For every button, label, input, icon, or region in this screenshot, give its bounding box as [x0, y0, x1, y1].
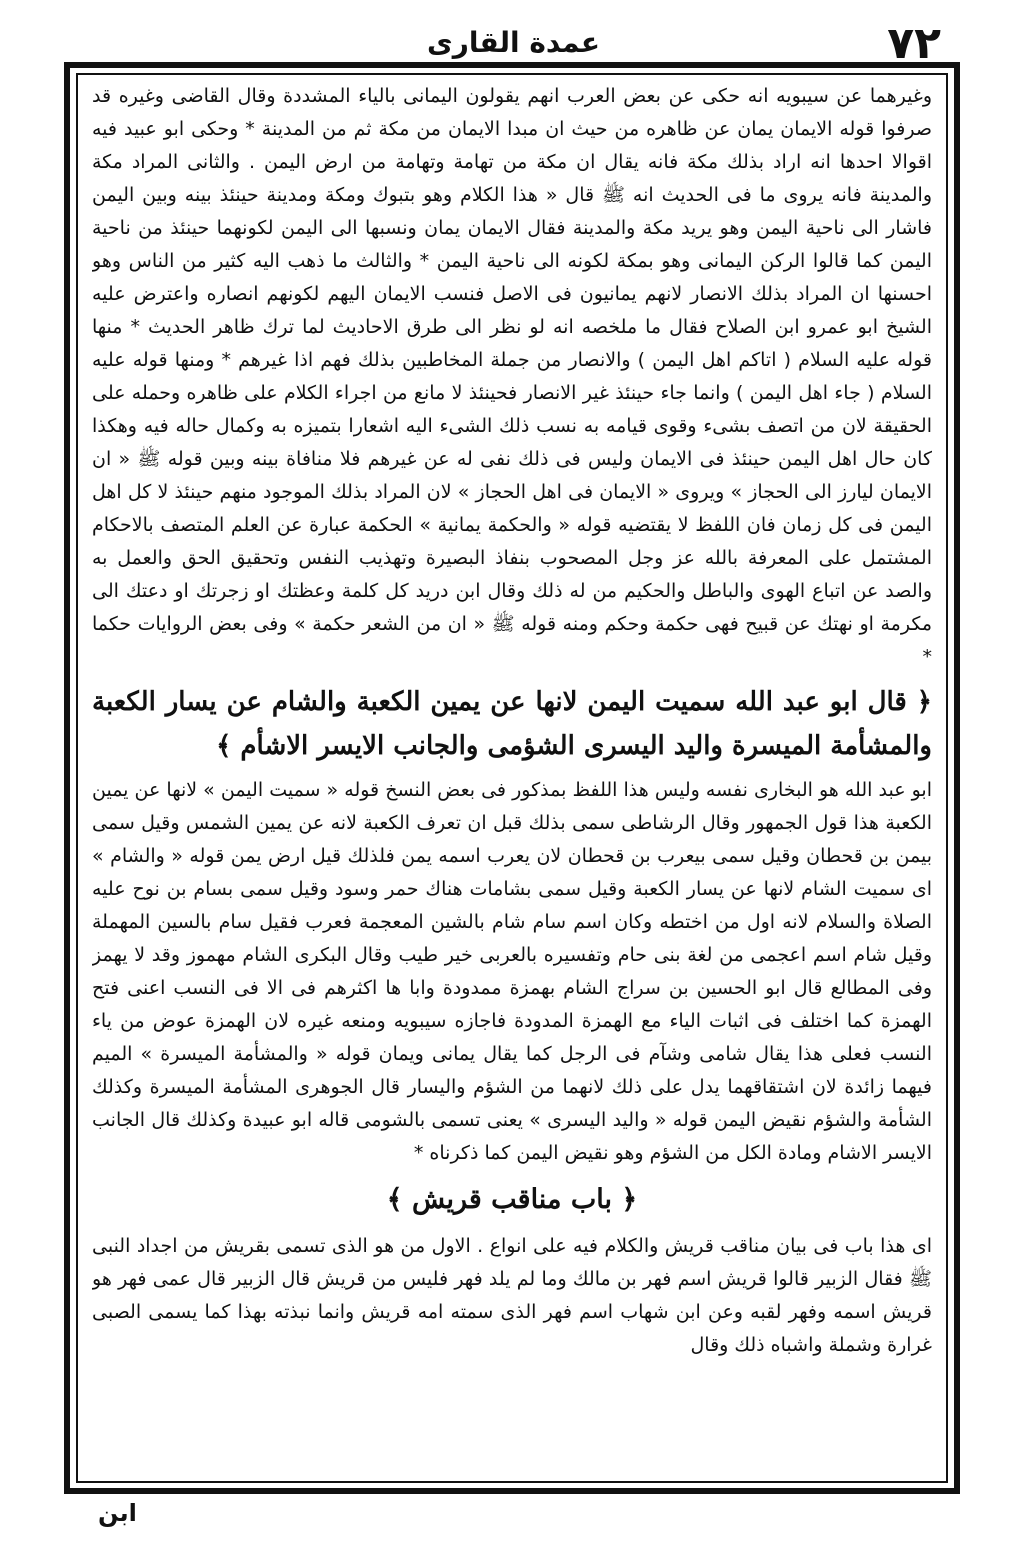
text-block — [92, 80, 932, 1476]
section-heading: ﴿ باب مناقب قریش ﴾ — [386, 1184, 638, 1215]
commentary-paragraph-2: ابو عبد الله هو البخاری نفسه ولیس هذا اللفظ بمذکور فی بعض النسخ قوله « سمیت الیمن » لانها عن یمین الکعبة هذا قول الجمهور وقال الرشاطی سمی بذلك قبل ان تعرف الکعبة لانه عن یمین الشمس وقیل سمی بیمن بن قحطان وقیل سمی بیعرب بن قحطان لان یعرب اسمه یمن فلذلك قیل ارض یمن قوله « والشام » ای سمیت الشام لانها عن یسار الکعبة وقیل سمی بشامات هناك حمر وسود وقیل سمی بسام بن نوح علیه الصلاة والسلام لانه اول من اختطه وکان اسم سام شام بالشین المعجمة فعرب فقیل سام بالسین المهملة وقیل شام اسم اعجمی من لغة بنی حام وتفسیره بالعربی خیر طیب وقال البکری الشام مهموز وقد لا یهمز وفی المطالع قال ابو الحسین بن سراج الشام بهمزة ممدودة وابا ها اکثرهم فی الا فی النسب اعنی فتح الهمزة کما اختلف فی اثبات الیاء مع الهمزة المدودة فاجازه سیبویه ومنعه غیره لان الهمزة عوض من یاء النسب فعلی هذا یقال شامی وشآم فی الرجل کما یقال یمانی ویمان قوله « والمشأمة المیسرة » المیم فیهما زائدة لان اشتقاقهما یدل علی ذلك لانهما من الشؤم والیسار قال الجوهری المشأمة المیسرة وکذلك الشأمة والشؤم نقیض الیمن قوله « والید الیسری » یعنی تسمی بالشومی قاله ابو عبیدة وکذلك قال الجانب الایسر الاشام ومادة الکل من الشؤم وهو نقیض الیمن کما ذکرناه * — [92, 779, 932, 1164]
running-title: عمدة القاری — [427, 26, 600, 59]
page-number: ٧٢ — [887, 18, 941, 69]
commentary-paragraph-3: ای هذا باب فی بیان مناقب قریش والکلام فیه علی انواع . الاول من هو الذی تسمی بقریش من اجداد النبی ﷺ فقال الزبیر قالوا قریش اسم فهر بن مالك وما لم یلد فهر فلیس من قریش قال الزبیر قال عمی فهر هو قریش اسمه وفهر لقبه وعن ابن شهاب اسم فهر الذی سمته امه قریش وانما نبذته بهذا کما یسمی الصبی غرارة وشملة واشباه ذلك وقال — [92, 1235, 932, 1356]
hadith-text: ﴿ قال ابو عبد الله سمیت الیمن لانها عن یمین الکعبة والشام عن یسار الکعبة والمشأمة المیسرة والید الیسری الشؤمی والجانب الایسر الاشأم ﴾ — [92, 687, 932, 761]
commentary-paragraph-1: وغیرهما عن سیبویه انه حکی عن بعض العرب انهم یقولون الیمانی بالیاء المشددة وقال القاضی وغیره قد صرفوا قوله الایمان یمان عن ظاهره من حیث ان مبدا الایمان من مکة ثم من المدینة * وحکی ابو عبید فیه اقوالا احدها انه اراد بذلك مکة فانه یقال ان مکة من تهامة وتهامة من ارض الیمن . والثانی المراد مکة والمدینة فانه یروی ما فی الحدیث انه ﷺ قال « هذا الکلام وهو بتبوك ومکة ومدینة حینئذ بینه وبین الیمن فاشار الی ناحیة الیمن وهو یرید مکة والمدینة فقال الایمان یمان ونسبها الی الیمن لکونهما حینئذ من ناحیة الیمن کما قالوا الرکن الیمانی وهو بمکة لکونه الی ناحیة الیمن * والثالث ما ذهب الیه کثیر من الناس وهو احسنها ان المراد بذلك الانصار لانهم یمانیون فی الاصل فنسب الایمان الیهم لکونهم انصاره واعترض علیه الشیخ ابو عمرو ابن الصلاح فقال ما ملخصه انه لو نظر الی طرق الاحادیث لما ترك ظاهر الحدیث * منها قوله علیه السلام ( اتاکم اهل الیمن ) والانصار من جملة المخاطبین بذلك فهم اذا غیرهم * ومنها قوله علیه السلام ( جاء اهل الیمن ) وانما جاء حینئذ غیر الانصار فحینئذ لا مانع من اجراء الکلام علی ظاهره وحمله علی الحقیقة لان من اتصف بشیء وقوی قیامه به نسب ذلك الشیء الیه اشعارا بتمیزه به وکمال حاله فیه وهکذا کان حال اهل الیمن حینئذ فی الایمان ولیس فی ذلك نفی له عن غیرهم فلا منافاة بینه وبین قوله ﷺ « ان الایمان لیارز الی الحجاز » ویروی « الایمان فی اهل الحجاز » لان المراد بذلك الموجود منهم حینئذ لا کل اهل الیمن فی کل زمان فان اللفظ لا یقتضیه قوله « والحکمة یمانیة » الحکمة عبارة عن العلم المتصف بالاحکام المشتمل علی المعرفة بالله عز وجل المصحوب بنفاذ البصیرة وتهذیب النفس وتحقیق الحق والعمل به والصد عن اتباع الهوی والباطل والحکیم من له ذلك وقال ابن درید کل کلمة وعظتك او زجرتك او دعتك الی مکرمة او نهتك عن قبیح فهی حکمة وحکم ومنه قوله ﷺ « ان من الشعر حکمة » وفی بعض الروایات حکما * — [92, 85, 932, 668]
catchword: ابن — [98, 1499, 137, 1527]
